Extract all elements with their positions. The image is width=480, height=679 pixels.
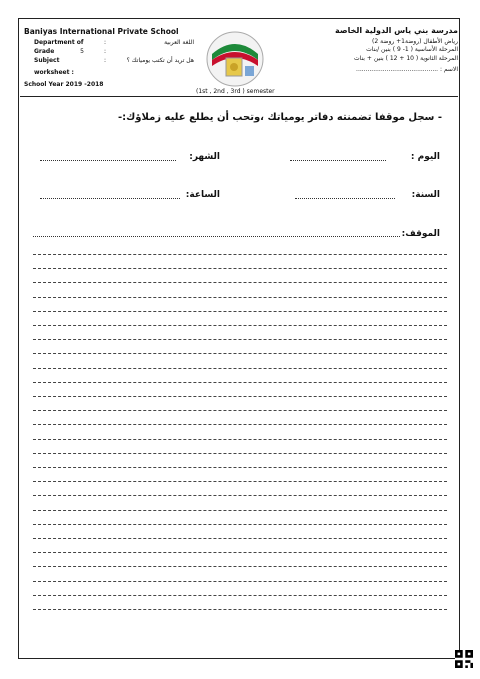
writing-line[interactable] bbox=[33, 609, 447, 610]
header-arabic bbox=[298, 27, 458, 75]
department-label: Department of bbox=[34, 39, 84, 46]
situation-label: الموقف: bbox=[401, 229, 440, 239]
year-label: السنة: bbox=[411, 190, 440, 200]
secondary-stage-line: المرحلة الثانوية ( 10 + 12 ) بنين + بنات bbox=[354, 54, 458, 62]
grade-value: 5 bbox=[80, 48, 84, 55]
writing-line[interactable] bbox=[33, 353, 447, 354]
writing-line[interactable] bbox=[33, 339, 447, 340]
writing-line[interactable] bbox=[33, 311, 447, 312]
writing-line[interactable] bbox=[33, 268, 447, 269]
writing-line[interactable] bbox=[33, 552, 447, 553]
situation-blank[interactable] bbox=[33, 236, 400, 237]
school-name-ar: مدرسة بني ياس الدولية الخاصة bbox=[334, 26, 458, 35]
hour-blank[interactable] bbox=[40, 198, 180, 199]
worksheet-label: worksheet : bbox=[34, 69, 74, 76]
writing-line[interactable] bbox=[33, 495, 447, 496]
writing-line[interactable] bbox=[33, 424, 447, 425]
year-blank[interactable] bbox=[295, 198, 395, 199]
writing-line[interactable] bbox=[33, 368, 447, 369]
instruction-text: - سجل موقفا تضمنته دفاتر يومياتك ،وتحب أن يطلع عليه زملاؤك:- bbox=[117, 112, 442, 123]
qr-code bbox=[455, 650, 473, 668]
writing-line[interactable] bbox=[33, 410, 447, 411]
student-name-field: الاسم : ........................................... bbox=[356, 66, 458, 73]
day-label: اليوم : bbox=[410, 152, 440, 162]
day-blank[interactable] bbox=[290, 160, 386, 161]
writing-line[interactable] bbox=[33, 325, 447, 326]
writing-line[interactable] bbox=[33, 538, 447, 539]
writing-line[interactable] bbox=[33, 282, 447, 283]
subject-value: هل تريد أن تكتب يومياتك ؟ bbox=[126, 57, 194, 64]
writing-line[interactable] bbox=[33, 595, 447, 596]
writing-line[interactable] bbox=[33, 510, 447, 511]
subject-label: Subject bbox=[34, 57, 60, 64]
semester-label: (1st , 2nd , 3rd ) semester bbox=[196, 88, 275, 95]
writing-line[interactable] bbox=[33, 481, 447, 482]
writing-line[interactable] bbox=[33, 453, 447, 454]
school-year: School Year 2019 -2018 bbox=[24, 81, 104, 88]
school-logo bbox=[200, 30, 270, 88]
writing-line[interactable] bbox=[33, 524, 447, 525]
header-divider bbox=[20, 96, 458, 97]
writing-line[interactable] bbox=[33, 581, 447, 582]
writing-line[interactable] bbox=[33, 566, 447, 567]
writing-line[interactable] bbox=[33, 396, 447, 397]
writing-line[interactable] bbox=[33, 439, 447, 440]
grade-label: Grade bbox=[34, 48, 55, 55]
basic-stage-line: المرحلة الأساسية ( 1- 9 ) بنين /بنات bbox=[366, 46, 458, 53]
school-name-en: Baniyas International Private School bbox=[24, 27, 179, 36]
writing-line[interactable] bbox=[33, 467, 447, 468]
hour-label: الساعة: bbox=[185, 190, 220, 200]
writing-line[interactable] bbox=[33, 382, 447, 383]
department-value: اللغة العربية bbox=[164, 39, 194, 46]
writing-line[interactable] bbox=[33, 297, 447, 298]
writing-line[interactable] bbox=[33, 254, 447, 255]
month-blank[interactable] bbox=[40, 160, 176, 161]
header-english: Baniyas International Private School Department of : اللغة العربية Grade : 5 Subject : هل تريد أن تكتب يومياتك ؟ worksheet : School Year 2019 -2018 bbox=[24, 27, 194, 88]
month-label: الشهر: bbox=[189, 152, 220, 162]
kindergarten-line: رياض الأطفال (روضة1+ روضة 2) bbox=[372, 37, 458, 45]
